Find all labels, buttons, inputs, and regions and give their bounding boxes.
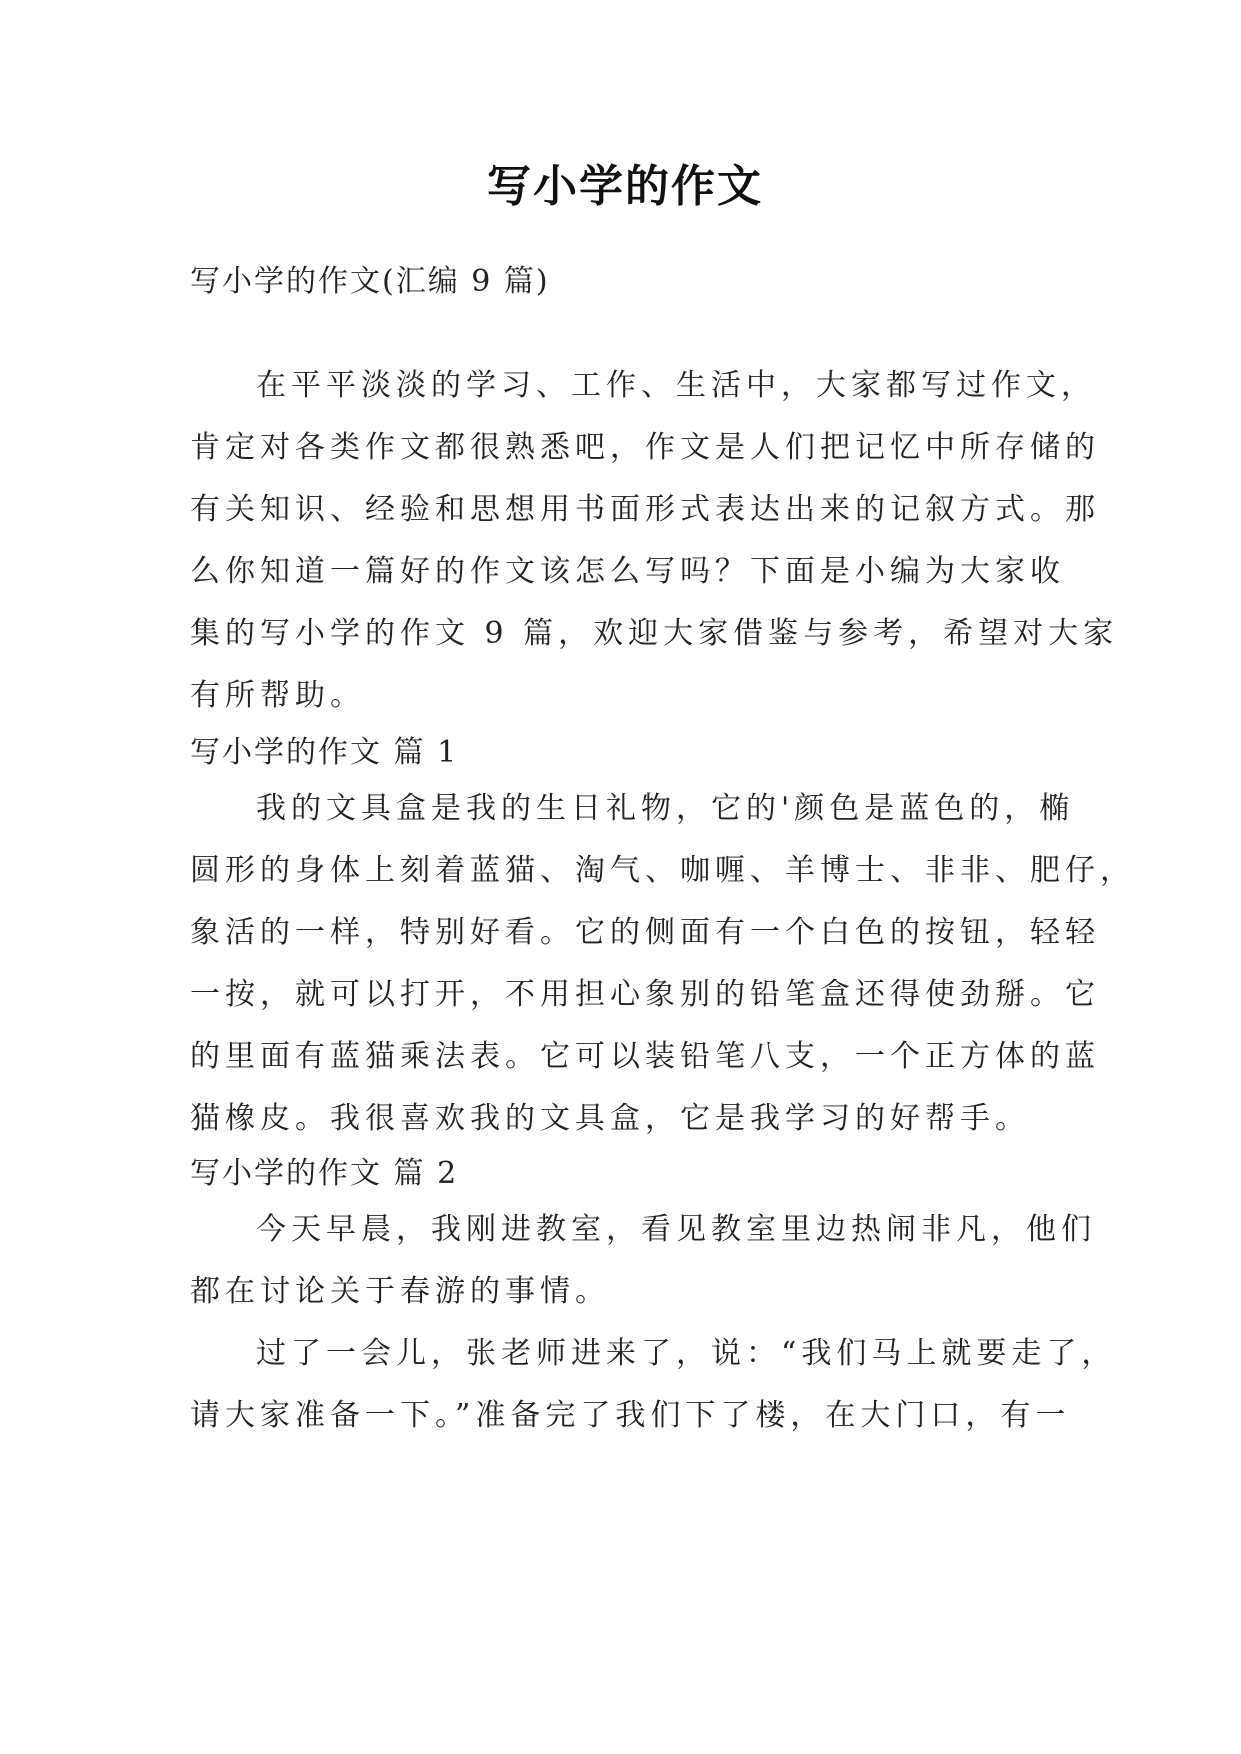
intro-line: 有所帮助。 xyxy=(190,678,365,713)
intro-line: 肯定对各类作文都很熟悉吧，作文是人们把记忆中所存储的 xyxy=(190,430,1100,465)
paragraph-line: 的里面有蓝猫乘法表。它可以装铅笔八支，一个正方体的蓝 xyxy=(190,1039,1100,1074)
intro-paragraph xyxy=(190,355,1119,727)
document-page xyxy=(190,0,1135,1754)
section-heading-1: 写小学的作文 篇 1 xyxy=(190,735,459,770)
paragraph-line: 圆形的身体上刻着蓝猫、淘气、咖喱、羊博士、非非、肥仔， xyxy=(190,853,1135,888)
paragraph-line: 过了一会儿，张老师进来了，说：“我们马上就要走了， xyxy=(256,1336,1117,1371)
section-heading-2: 写小学的作文 篇 2 xyxy=(190,1156,459,1191)
intro-line: 么你知道一篇好的作文该怎么写吗？下面是小编为大家收 xyxy=(190,554,1065,589)
paragraph-line: 都在讨论关于春游的事情。 xyxy=(190,1274,610,1309)
paragraph-line: 请大家准备一下。”准备完了我们下了楼，在大门口，有一 xyxy=(190,1398,1071,1433)
paragraph-line: 今天早晨，我刚进教室，看见教室里边热闹非凡，他们 xyxy=(256,1212,1096,1247)
paragraph-line: 我的文具盒是我的生日礼物，它的'颜色是蓝色的，椭 xyxy=(256,791,1075,826)
section-2-paragraph-2 xyxy=(190,1323,1117,1447)
section-2-paragraph-1 xyxy=(190,1199,1096,1323)
paragraph-line: 一按，就可以打开，不用担心象别的铅笔盒还得使劲掰。它 xyxy=(190,977,1100,1012)
section-1-paragraph xyxy=(190,778,1135,1150)
intro-line: 在平平淡淡的学习、工作、生活中，大家都写过作文， xyxy=(256,368,1096,403)
document-subtitle: 写小学的作文(汇编 9 篇) xyxy=(190,264,550,299)
document-title: 写小学的作文 xyxy=(487,161,763,212)
intro-line: 集的写小学的作文 9 篇，欢迎大家借鉴与参考，希望对大家 xyxy=(190,616,1119,651)
paragraph-line: 猫橡皮。我很喜欢我的文具盒，它是我学习的好帮手。 xyxy=(190,1101,1030,1136)
intro-line: 有关知识、经验和思想用书面形式表达出来的记叙方式。那 xyxy=(190,492,1100,527)
paragraph-line: 象活的一样，特别好看。它的侧面有一个白色的按钮，轻轻 xyxy=(190,915,1100,950)
